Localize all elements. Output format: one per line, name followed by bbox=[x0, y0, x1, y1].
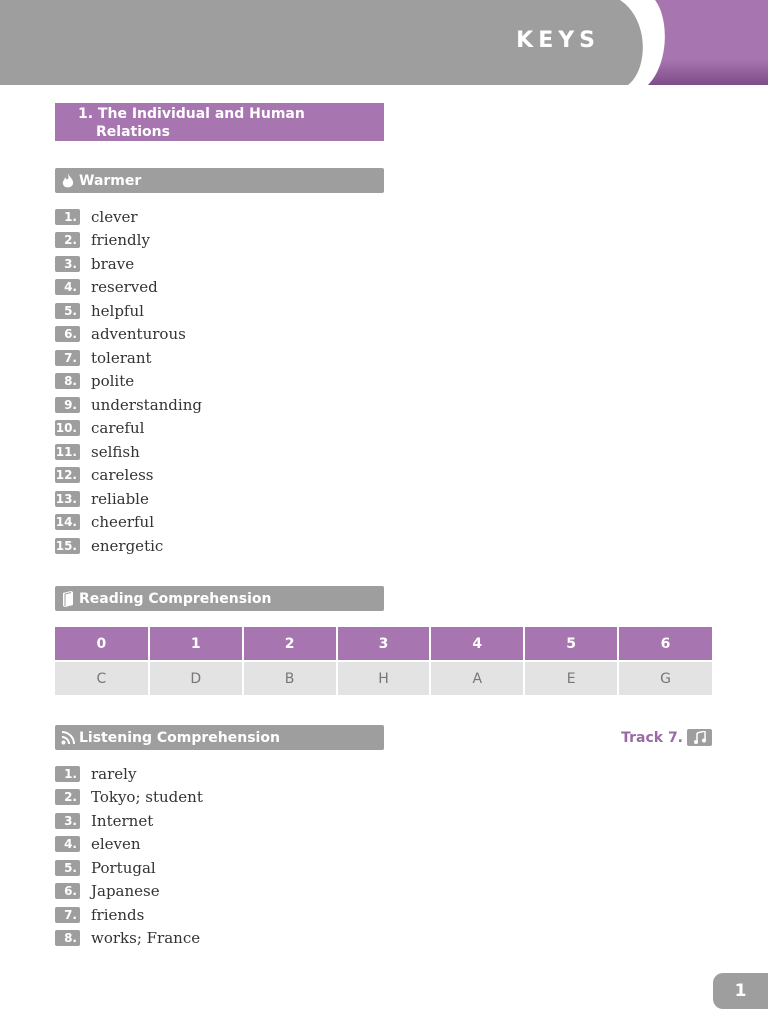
table-header-cell: 4 bbox=[430, 627, 524, 661]
item-number-badge: 5. bbox=[55, 303, 80, 319]
page-title: KEYS bbox=[516, 28, 600, 53]
answer-text: energetic bbox=[91, 536, 164, 555]
list-item bbox=[55, 833, 203, 857]
item-number-badge: 2. bbox=[55, 232, 80, 248]
answer-text: tolerant bbox=[91, 348, 152, 367]
table-answer-cell: A bbox=[430, 661, 524, 695]
unit-title bbox=[55, 103, 384, 141]
list-item bbox=[55, 511, 202, 535]
table-header-cell: 1 bbox=[149, 627, 243, 661]
list-item bbox=[55, 440, 202, 464]
answer-text: works; France bbox=[91, 929, 201, 948]
list-item bbox=[55, 762, 203, 786]
list-item bbox=[55, 856, 203, 880]
item-number-badge: 5. bbox=[55, 860, 80, 876]
answer-text: friendly bbox=[91, 231, 150, 250]
section-reading-label: Reading Comprehension bbox=[79, 590, 272, 607]
table-header-cell: 5 bbox=[524, 627, 618, 661]
table-answer-cell: G bbox=[618, 661, 712, 695]
music-note-icon[interactable] bbox=[687, 729, 712, 746]
table-answer-cell: B bbox=[243, 661, 337, 695]
list-item bbox=[55, 276, 202, 300]
table-answer-cell: C bbox=[55, 661, 149, 695]
item-number-badge: 10. bbox=[55, 420, 80, 436]
answer-text: rarely bbox=[91, 764, 137, 783]
item-number-badge: 12. bbox=[55, 467, 80, 483]
item-number-badge: 3. bbox=[55, 813, 80, 829]
item-number-badge: 8. bbox=[55, 373, 80, 389]
list-item bbox=[55, 927, 203, 951]
page-number: 1 bbox=[713, 973, 768, 1009]
list-item bbox=[55, 464, 202, 488]
answer-text: friends bbox=[91, 905, 145, 924]
answer-text: reliable bbox=[91, 489, 149, 508]
item-number-badge: 6. bbox=[55, 883, 80, 899]
answer-text: clever bbox=[91, 207, 138, 226]
reading-table-answer-row bbox=[55, 661, 712, 695]
track-reference bbox=[621, 729, 712, 746]
list-item bbox=[55, 205, 202, 229]
list-item bbox=[55, 229, 202, 253]
rss-icon bbox=[60, 730, 76, 746]
answer-text: careful bbox=[91, 419, 145, 438]
unit-title-line2: Relations bbox=[96, 124, 170, 140]
table-answer-cell: E bbox=[524, 661, 618, 695]
list-item bbox=[55, 299, 202, 323]
item-number-badge: 6. bbox=[55, 326, 80, 342]
track-label: Track 7. bbox=[621, 729, 683, 746]
table-answer-cell: D bbox=[149, 661, 243, 695]
item-number-badge: 11. bbox=[55, 444, 80, 460]
item-number-badge: 4. bbox=[55, 279, 80, 295]
item-number-badge: 2. bbox=[55, 789, 80, 805]
answer-text: selfish bbox=[91, 442, 140, 461]
answer-text: polite bbox=[91, 372, 135, 391]
answer-text: Japanese bbox=[91, 882, 160, 901]
section-warmer-label: Warmer bbox=[79, 172, 142, 189]
list-item bbox=[55, 880, 203, 904]
answer-text: cheerful bbox=[91, 513, 154, 532]
flame-icon bbox=[60, 173, 76, 189]
table-answer-cell: H bbox=[337, 661, 431, 695]
table-header-cell: 3 bbox=[337, 627, 431, 661]
table-header-cell: 2 bbox=[243, 627, 337, 661]
answer-text: reserved bbox=[91, 278, 158, 297]
section-listening-label: Listening Comprehension bbox=[79, 729, 280, 746]
book-icon bbox=[60, 591, 76, 607]
item-number-badge: 4. bbox=[55, 836, 80, 852]
section-listening-heading bbox=[55, 725, 384, 750]
item-number-badge: 14. bbox=[55, 514, 80, 530]
answer-text: understanding bbox=[91, 395, 202, 414]
answer-text: adventurous bbox=[91, 325, 186, 344]
answer-text: Tokyo; student bbox=[91, 788, 203, 807]
answer-text: eleven bbox=[91, 835, 141, 854]
list-item bbox=[55, 370, 202, 394]
answer-text: helpful bbox=[91, 301, 144, 320]
section-reading-heading bbox=[55, 586, 384, 611]
answer-text: Internet bbox=[91, 811, 154, 830]
table-header-cell: 6 bbox=[618, 627, 712, 661]
list-item bbox=[55, 903, 203, 927]
list-item bbox=[55, 393, 202, 417]
item-number-badge: 1. bbox=[55, 766, 80, 782]
section-warmer-heading bbox=[55, 168, 384, 193]
reading-answer-table bbox=[55, 627, 712, 695]
item-number-badge: 15. bbox=[55, 538, 80, 554]
answer-text: brave bbox=[91, 254, 135, 273]
table-header-cell: 0 bbox=[55, 627, 149, 661]
item-number-badge: 7. bbox=[55, 907, 80, 923]
listening-answer-list bbox=[55, 762, 203, 950]
list-item bbox=[55, 809, 203, 833]
answer-text: careless bbox=[91, 466, 154, 485]
reading-table-header-row bbox=[55, 627, 712, 661]
list-item bbox=[55, 786, 203, 810]
list-item bbox=[55, 417, 202, 441]
item-number-badge: 1. bbox=[55, 209, 80, 225]
item-number-badge: 3. bbox=[55, 256, 80, 272]
warmer-answer-list bbox=[55, 205, 202, 558]
item-number-badge: 7. bbox=[55, 350, 80, 366]
list-item bbox=[55, 534, 202, 558]
list-item bbox=[55, 487, 202, 511]
header-banner bbox=[0, 0, 768, 86]
item-number-badge: 13. bbox=[55, 491, 80, 507]
unit-title-line1: 1. The Individual and Human bbox=[78, 106, 305, 122]
list-item bbox=[55, 346, 202, 370]
item-number-badge: 8. bbox=[55, 930, 80, 946]
list-item bbox=[55, 252, 202, 276]
list-item bbox=[55, 323, 202, 347]
item-number-badge: 9. bbox=[55, 397, 80, 413]
answer-text: Portugal bbox=[91, 858, 156, 877]
